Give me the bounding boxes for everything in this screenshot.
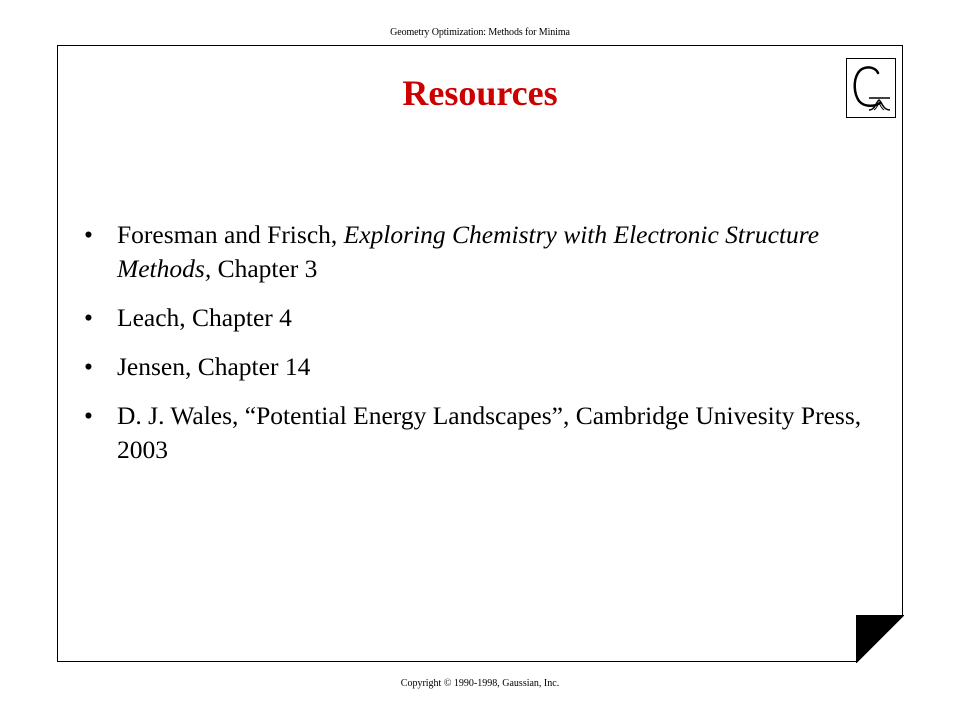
list-item (82, 399, 882, 467)
reference-book-title: Exploring Chemistry with Electronic Structure Methods, (117, 220, 820, 283)
reference-text: Leach, Chapter 4 (117, 303, 292, 332)
list-item (82, 350, 882, 384)
gaussian-logo-icon (846, 58, 896, 118)
reference-text: Jensen, Chapter 14 (117, 352, 311, 381)
header-text: Geometry Optimization: Methods for Minima (390, 27, 570, 38)
bullet-icon: • (84, 401, 93, 430)
bullet-icon: • (84, 303, 93, 332)
reference-text: D. J. Wales, “Potential Energy Landscapes”, Cambridge Univesity Press, 2003 (117, 401, 862, 464)
page-corner-fold-icon (856, 615, 904, 663)
reference-text: Foresman and Frisch, (117, 220, 344, 249)
list-item (82, 218, 882, 286)
bullet-icon: • (84, 352, 93, 381)
list-item (82, 301, 882, 335)
footer-copyright: Copyright © 1990-1998, Gaussian, Inc. (400, 678, 560, 689)
bullet-icon: • (84, 220, 93, 249)
slide-title: Resources (402, 73, 558, 113)
resource-list (82, 218, 882, 482)
reference-chapter: Chapter 3 (211, 254, 318, 283)
